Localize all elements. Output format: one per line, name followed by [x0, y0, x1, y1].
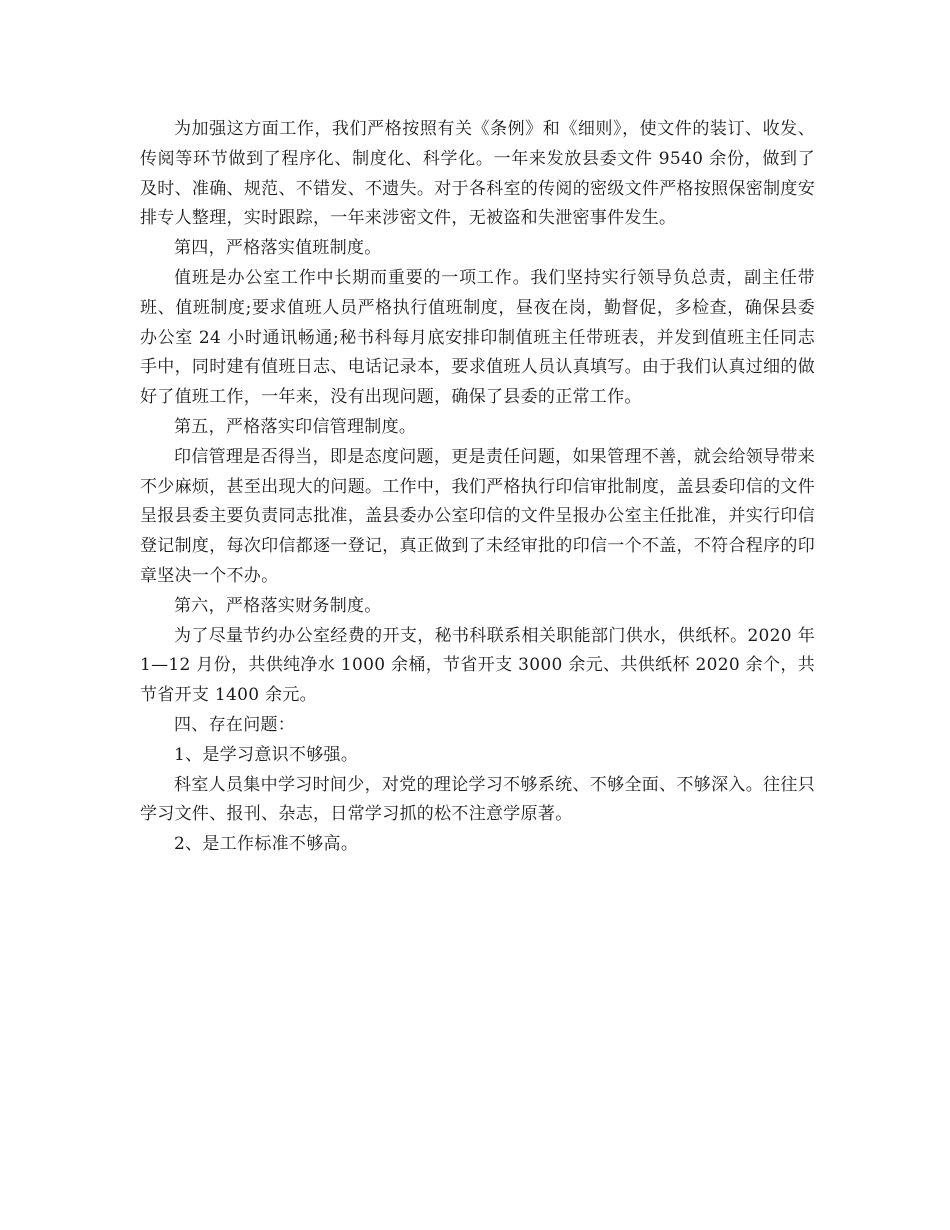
heading-problem-2: 2、是工作标准不够高。 [174, 834, 359, 855]
heading-duty-system: 第四，严格落实值班制度。 [174, 238, 382, 259]
paragraph-duty-system: 值班是办公室工作中长期而重要的一项工作。我们坚持实行领导负总责，副主任带班、值班制度;要求值班人员严格执行值班制度，昼夜在岗，勤督促，多检查，确保县委办公室 24 小时通讯畅通;秘书科每月底安排印制值班主任带班表，并发到值班主任同志手中，同时建有值班日志、电话记录本，要求值班人员认真填写。由于我们认真过细的做好了值班工作，一年来，没有出现问题，确保了县委的正常工作。 [140, 267, 815, 408]
heading-existing-problems: 四、存在问题： [174, 714, 296, 735]
paragraph-document-handling: 为加强这方面工作，我们严格按照有关《条例》和《细则》，使文件的装订、收发、传阅等环节做到了程序化、制度化、科学化。一年来发放县委文件 9540 余份，做到了及时、准确、规范、不错发、不遗失。对于各科室的传阅的密级文件严格按照保密制度安排专人整理，实时跟踪，一年来涉密文件，无被盗和失泄密事件发生。 [140, 119, 815, 229]
paragraph-problem-1: 科室人员集中学习时间少，对党的理论学习不够系统、不够全面、不够深入。往往只学习文件、报刊、杂志，日常学习抓的松不注意学原著。 [140, 774, 815, 825]
heading-seal-management: 第五，严格落实印信管理制度。 [174, 416, 417, 437]
document-body [140, 115, 815, 860]
paragraph-finance-system: 为了尽量节约办公室经费的开支，秘书科联系相关职能部门供水，供纸杯。2020 年 1—12 月份，共供纯净水 1000 余桶，节省开支 3000 余元、共供纸杯 2020 余个，共节省开支 1400 余元。 [140, 625, 815, 706]
heading-finance-system: 第六，严格落实财务制度。 [174, 595, 382, 616]
heading-problem-1: 1、是学习意识不够强。 [174, 744, 359, 765]
paragraph-seal-management: 印信管理是否得当，即是态度问题，更是责任问题，如果管理不善，就会给领导带来不少麻烦，甚至出现大的问题。工作中，我们严格执行印信审批制度，盖县委印信的文件呈报县委主要负责同志批准，盖县委办公室印信的文件呈报办公室主任批准，并实行印信登记制度，每次印信都逐一登记，真正做到了未经审批的印信一个不盖，不符合程序的印章坚决一个不办。 [140, 446, 815, 586]
